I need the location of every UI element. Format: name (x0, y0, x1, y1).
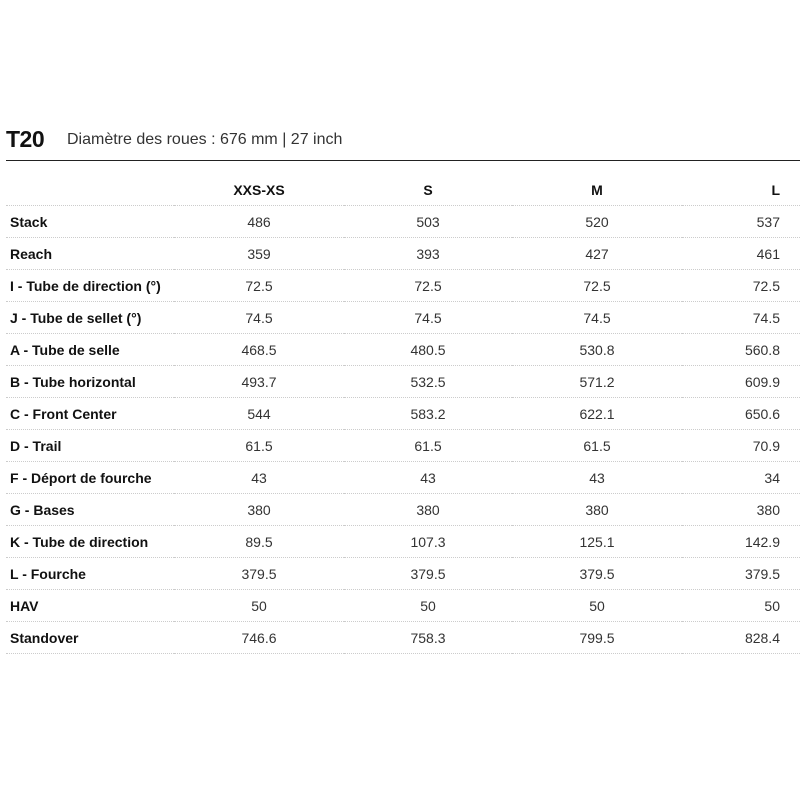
cell-value-m: 380 (512, 494, 682, 526)
table-row (6, 302, 800, 334)
column-header-s: S (344, 174, 512, 206)
model-name: T20 (6, 126, 45, 152)
row-label: I - Tube de direction (°) (6, 270, 174, 302)
cell-value-s: 532.5 (344, 366, 512, 398)
row-label: F - Déport de fourche (6, 462, 174, 494)
cell-value-l: 650.6 (682, 398, 800, 430)
cell-value-m: 520 (512, 206, 682, 238)
cell-value-xxs-xs: 50 (174, 590, 344, 622)
cell-value-m: 379.5 (512, 558, 682, 590)
table-row (6, 206, 800, 238)
cell-value-s: 758.3 (344, 622, 512, 654)
table-row (6, 494, 800, 526)
row-label: D - Trail (6, 430, 174, 462)
cell-value-l: 50 (682, 590, 800, 622)
cell-value-m: 427 (512, 238, 682, 270)
cell-value-l: 379.5 (682, 558, 800, 590)
geometry-table (6, 174, 800, 654)
cell-value-s: 503 (344, 206, 512, 238)
row-label: Standover (6, 622, 174, 654)
cell-value-l: 537 (682, 206, 800, 238)
table-row (6, 462, 800, 494)
cell-value-s: 393 (344, 238, 512, 270)
cell-value-l: 380 (682, 494, 800, 526)
table-row (6, 334, 800, 366)
column-header-m: M (512, 174, 682, 206)
cell-value-xxs-xs: 380 (174, 494, 344, 526)
row-label: C - Front Center (6, 398, 174, 430)
column-header-l: L (682, 174, 800, 206)
cell-value-s: 61.5 (344, 430, 512, 462)
cell-value-m: 571.2 (512, 366, 682, 398)
cell-value-m: 61.5 (512, 430, 682, 462)
cell-value-xxs-xs: 468.5 (174, 334, 344, 366)
cell-value-s: 43 (344, 462, 512, 494)
table-header (6, 124, 800, 161)
row-label: A - Tube de selle (6, 334, 174, 366)
cell-value-xxs-xs: 72.5 (174, 270, 344, 302)
cell-value-s: 583.2 (344, 398, 512, 430)
cell-value-xxs-xs: 43 (174, 462, 344, 494)
table-row (6, 366, 800, 398)
cell-value-m: 74.5 (512, 302, 682, 334)
cell-value-m: 125.1 (512, 526, 682, 558)
cell-value-l: 142.9 (682, 526, 800, 558)
row-label: L - Fourche (6, 558, 174, 590)
cell-value-xxs-xs: 359 (174, 238, 344, 270)
row-label: G - Bases (6, 494, 174, 526)
table-row (6, 558, 800, 590)
cell-value-m: 50 (512, 590, 682, 622)
row-label: Reach (6, 238, 174, 270)
table-row (6, 526, 800, 558)
row-label: Stack (6, 206, 174, 238)
cell-value-l: 609.9 (682, 366, 800, 398)
cell-value-m: 43 (512, 462, 682, 494)
wheel-diameter-subtitle: Diamètre des roues : 676 mm | 27 inch (67, 131, 343, 148)
column-header-row (6, 174, 800, 206)
row-label: K - Tube de direction (6, 526, 174, 558)
cell-value-xxs-xs: 89.5 (174, 526, 344, 558)
cell-value-s: 50 (344, 590, 512, 622)
table-row (6, 398, 800, 430)
cell-value-xxs-xs: 544 (174, 398, 344, 430)
table-row (6, 622, 800, 654)
column-header-label (6, 174, 174, 206)
cell-value-l: 70.9 (682, 430, 800, 462)
cell-value-l: 72.5 (682, 270, 800, 302)
row-label: HAV (6, 590, 174, 622)
table-row (6, 590, 800, 622)
cell-value-xxs-xs: 493.7 (174, 366, 344, 398)
cell-value-l: 74.5 (682, 302, 800, 334)
cell-value-s: 72.5 (344, 270, 512, 302)
column-header-xxs-xs: XXS-XS (174, 174, 344, 206)
cell-value-m: 622.1 (512, 398, 682, 430)
cell-value-xxs-xs: 74.5 (174, 302, 344, 334)
row-label: J - Tube de sellet (°) (6, 302, 174, 334)
cell-value-s: 74.5 (344, 302, 512, 334)
cell-value-m: 799.5 (512, 622, 682, 654)
cell-value-m: 530.8 (512, 334, 682, 366)
table-row (6, 238, 800, 270)
table-row (6, 430, 800, 462)
cell-value-s: 380 (344, 494, 512, 526)
cell-value-l: 560.8 (682, 334, 800, 366)
cell-value-l: 461 (682, 238, 800, 270)
cell-value-xxs-xs: 486 (174, 206, 344, 238)
cell-value-l: 34 (682, 462, 800, 494)
cell-value-l: 828.4 (682, 622, 800, 654)
geometry-table-body (6, 206, 800, 654)
cell-value-m: 72.5 (512, 270, 682, 302)
cell-value-s: 107.3 (344, 526, 512, 558)
cell-value-s: 480.5 (344, 334, 512, 366)
cell-value-xxs-xs: 746.6 (174, 622, 344, 654)
cell-value-xxs-xs: 61.5 (174, 430, 344, 462)
cell-value-xxs-xs: 379.5 (174, 558, 344, 590)
table-row (6, 270, 800, 302)
cell-value-s: 379.5 (344, 558, 512, 590)
row-label: B - Tube horizontal (6, 366, 174, 398)
